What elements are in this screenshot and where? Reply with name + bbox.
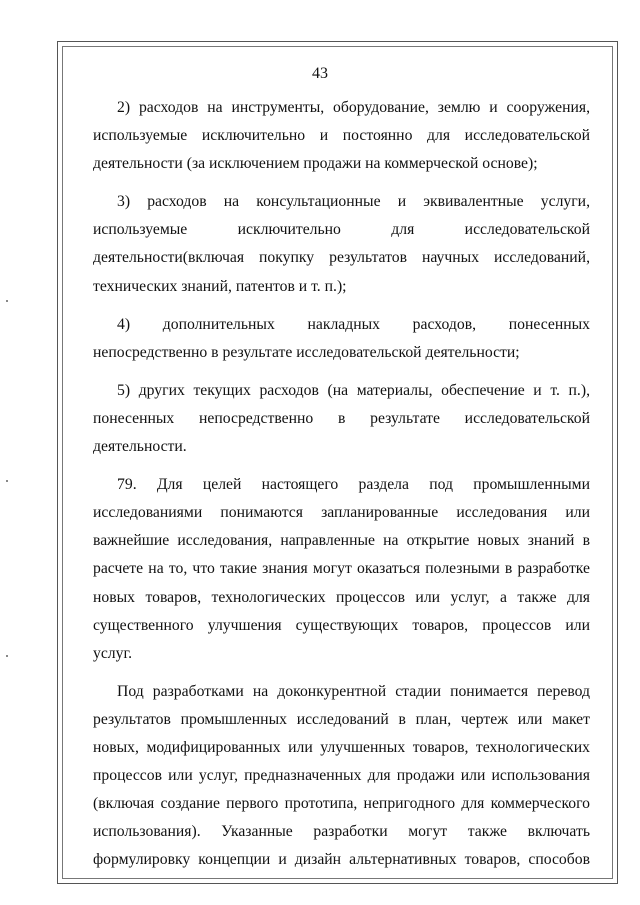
paragraph-precompetitive-development <box>93 678 590 875</box>
text-line: процессов или услуг, предназначенных для продажи или использования <box>93 767 590 785</box>
text-line: (включая создание первого прототипа, непригодного для коммерческого <box>93 795 590 813</box>
text-line: новых, модифицированных или улучшенных товаров, технологических <box>93 738 590 756</box>
text-line: используемые исключительно для исследовательской <box>93 221 590 239</box>
text-line: непосредственно в результате исследовательской деятельности; <box>93 343 520 361</box>
text-line: деятельности. <box>93 438 187 456</box>
text-line: 3) расходов на консультационные и эквивалентные услуги, <box>117 193 590 211</box>
text-line: услуг. <box>93 644 133 662</box>
paragraph-item-3 <box>93 188 590 300</box>
text-line: новых товаров, технологических процессов или услуг, а также для <box>93 588 590 606</box>
text-line: 5) других текущих расходов (на материалы, обеспечение и т. п.), <box>117 381 590 399</box>
paragraph-item-4 <box>93 311 590 367</box>
scan-artifact <box>6 300 8 302</box>
text-line: формулировку концепции и дизайн альтернативных товаров, способов <box>93 851 590 869</box>
text-line: расчете на то, что такие знания могут оказаться полезными в разработке <box>93 560 590 578</box>
paragraph-item-5 <box>93 377 590 461</box>
text-line: используемые исключительно и постоянно для исследовательской <box>93 127 590 145</box>
text-line: Под разработками на доконкурентной стадии понимается перевод <box>117 682 590 700</box>
text-line: исследованиями понимаются запланированные исследования или <box>93 504 590 522</box>
text-line: деятельности (за исключением продажи на коммерческой основе); <box>93 155 538 173</box>
text-line: деятельности(включая покупку результатов научных исследований, <box>93 249 590 267</box>
text-line: существенного улучшения существующих товаров, процессов или <box>93 616 590 634</box>
text-line: важнейшие исследования, направленные на открытие новых знаний в <box>93 532 590 550</box>
paragraph-item-2 <box>93 94 590 178</box>
text-line: использования). Указанные разработки могут также включать <box>93 823 590 841</box>
text-line: результатов промышленных исследований в план, чертеж или макет <box>93 710 590 728</box>
page-number: 43 <box>312 65 328 82</box>
text-line: 4) дополнительных накладных расходов, понесенных <box>117 315 590 333</box>
text-line: технических знаний, патентов и т. п.); <box>93 277 347 295</box>
text-line: 2) расходов на инструменты, оборудование, землю и сооружения, <box>117 99 590 116</box>
scan-artifact <box>6 480 8 482</box>
paragraph-section-79 <box>93 471 590 668</box>
scan-artifact <box>6 655 8 657</box>
text-line: 79. Для целей настоящего раздела под промышленными <box>117 476 590 494</box>
text-line: понесенных непосредственно в результате исследовательской <box>93 409 590 427</box>
document-body <box>93 94 590 874</box>
